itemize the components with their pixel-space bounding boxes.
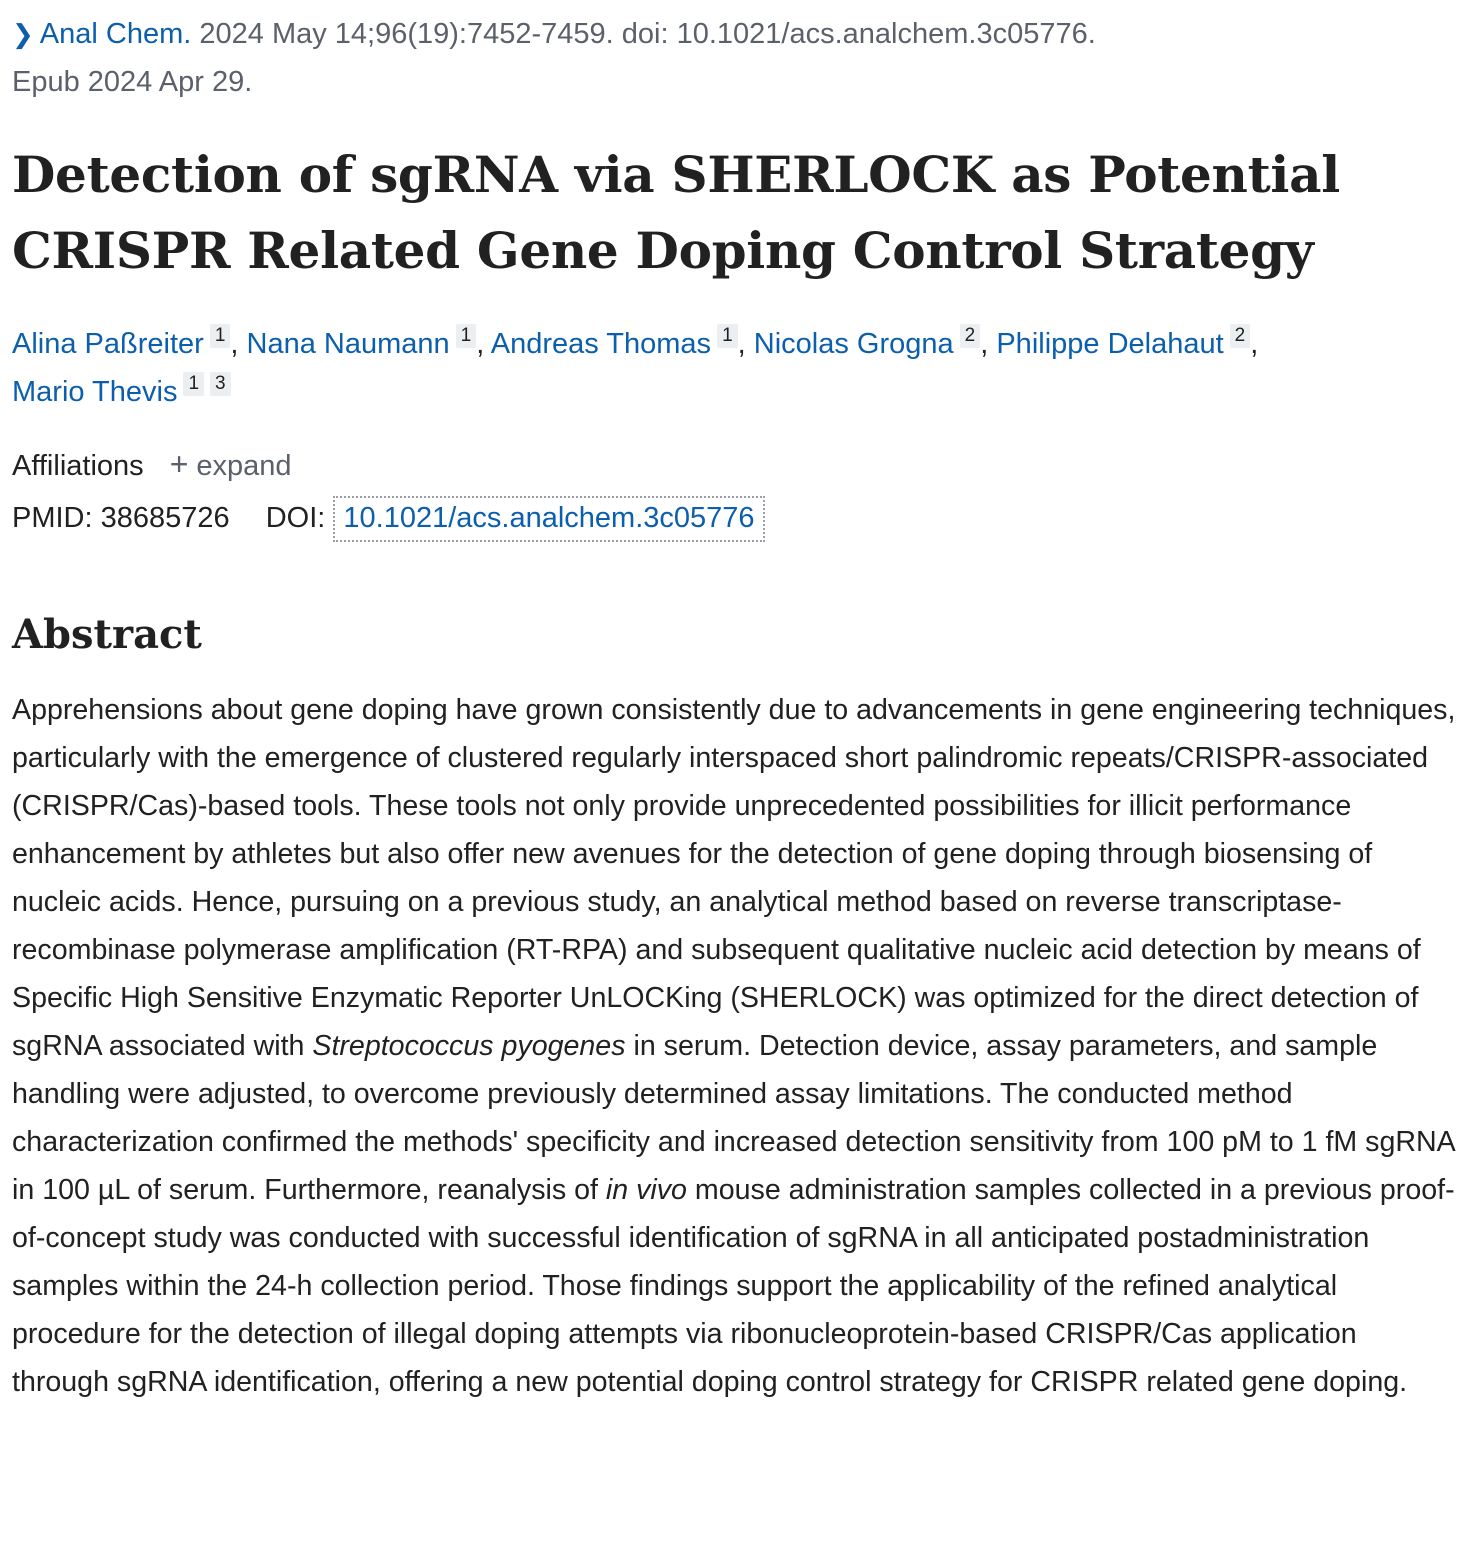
abstract-italic-invivo: in vivo xyxy=(605,1174,687,1206)
author-link[interactable]: Nana Naumann xyxy=(246,328,450,360)
author-list: Alina Paßreiter 1 , Nana Naumann 1 , Andreas Thomas 1 , Nicolas Grogna 2 , Philippe Delahaut 2 , Mario Thevis 1 3 xyxy=(12,325,1259,408)
author-link[interactable]: Alina Paßreiter xyxy=(12,328,204,360)
abstract-part: Apprehensions about gene doping have grown consistently due to advancements in gene engineering techniques, particularly with the emergence of clustered regularly interspaced short palindromic repeats/CRISPR-associated (CRISPR/Cas)-based tools. These tools not only provide unprecedented possibilities for illicit performance enhancement by athletes but also offer new avenues for the detection of gene doping through biosensing of nucleic acids. Hence, pursuing on a previous study, an analytical method based on reverse transcriptase-recombinase polymerase amplification (RT-RPA) and subsequent qualitative nucleic acid detection by means of Specific High Sensitive Enzymatic Reporter UnLOCKing (SHERLOCK) was optimized for the direct detection of sgRNA associated with xyxy=(12,694,1456,1062)
abstract-italic-species: Streptococcus pyogenes xyxy=(312,1030,626,1062)
affiliations-row xyxy=(12,440,292,490)
affiliation-ref[interactable]: 3 xyxy=(210,372,231,396)
article-title: Detection of sgRNA via SHERLOCK as Potential CRISPR Related Gene Doping Control Strategy xyxy=(12,145,1340,280)
abstract-text xyxy=(12,686,1456,1406)
author-link[interactable]: Nicolas Grogna xyxy=(753,328,954,360)
affiliation-ref[interactable]: 1 xyxy=(717,324,738,348)
abstract-heading: Abstract xyxy=(12,611,202,658)
citation-line xyxy=(12,10,1452,106)
affiliation-ref[interactable]: 1 xyxy=(456,324,477,348)
plus-icon: + xyxy=(169,446,189,482)
author-link[interactable]: Mario Thevis xyxy=(12,376,178,408)
pmid-value: 38685726 xyxy=(100,502,230,534)
affiliation-ref[interactable]: 1 xyxy=(210,324,231,348)
identifiers-row xyxy=(12,494,765,542)
affiliation-ref[interactable]: 1 xyxy=(183,372,204,396)
epub-date: Epub 2024 Apr 29. xyxy=(12,66,253,98)
pmid-label: PMID: xyxy=(12,502,93,534)
affiliation-ref[interactable]: 2 xyxy=(1230,324,1251,348)
citation-details: 2024 May 14;96(19):7452-7459. doi: 10.1021/acs.analchem.3c05776. xyxy=(191,18,1096,50)
doi-link[interactable]: 10.1021/acs.analchem.3c05776 xyxy=(333,496,764,542)
affiliation-ref[interactable]: 2 xyxy=(960,324,981,348)
author-link[interactable]: Andreas Thomas xyxy=(490,328,712,360)
expand-label: expand xyxy=(196,450,292,482)
affiliations-label: Affiliations xyxy=(12,450,144,482)
author-link[interactable]: Philippe Delahaut xyxy=(996,328,1224,360)
abstract-part: mouse administration samples collected in a previous proof-of-concept study was conducted with successful identification of sgRNA in all anticipated postadministration samples within the 24-h collection period. Those findings support the applicability of the refined analytical procedure for the detection of illegal doping attempts via ribonucleoprotein-based CRISPR/Cas application through sgRNA identification, offering a new potential doping control strategy for CRISPR related gene doping. xyxy=(12,1174,1455,1398)
affiliations-expand-button[interactable] xyxy=(169,446,292,482)
journal-link[interactable]: Anal Chem. xyxy=(39,18,192,50)
doi-label: DOI: xyxy=(265,502,326,534)
abstract-part: in serum. Detection device, assay parameters, and sample handling were adjusted, to overcome previously determined assay limitations. The conducted method characterization confirmed the methods' specificity and increased detection sensitivity from 100 pM to 1 fM sgRNA in 100 µL of serum. Furthermore, reanalysis of xyxy=(12,1030,1455,1206)
chevron-right-icon[interactable]: ❯ xyxy=(12,19,34,49)
